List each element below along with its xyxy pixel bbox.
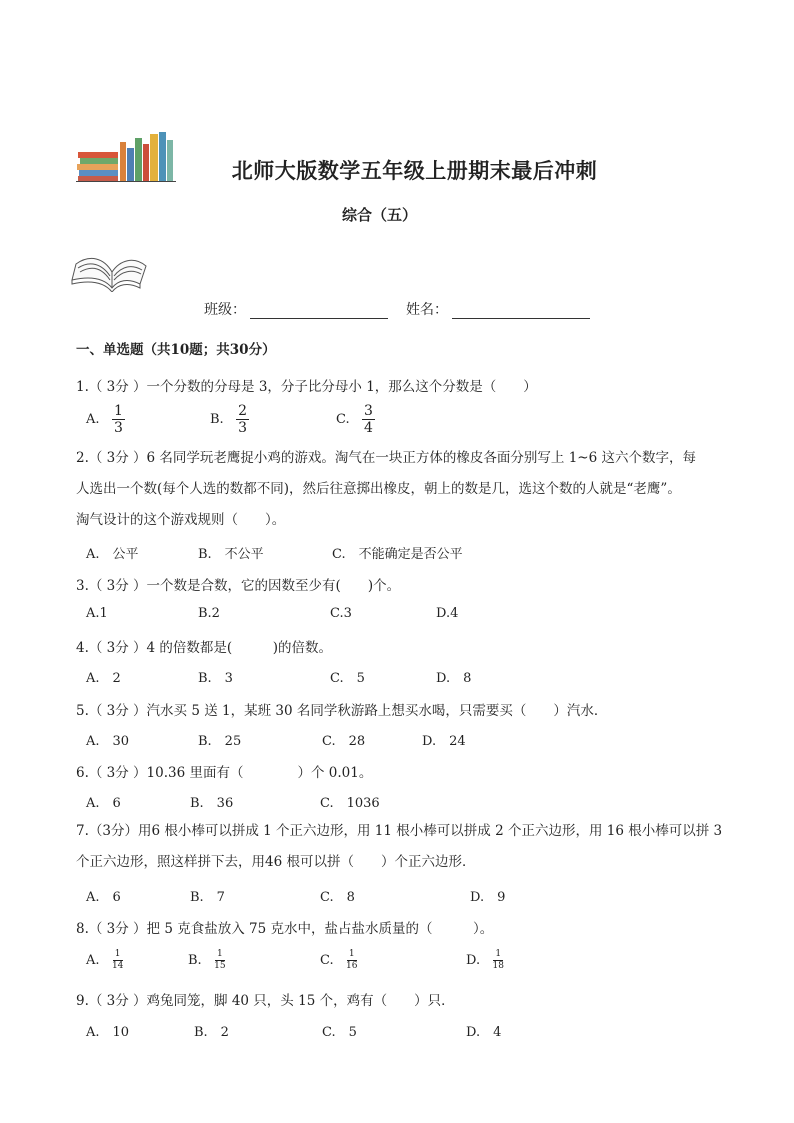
- question-8-option-b: B. $\frac{1}{15}$: [188, 949, 226, 971]
- class-blank-line: [250, 304, 388, 319]
- fraction: $\frac{1}{18}$: [492, 949, 504, 971]
- question-8-option-a: A. $\frac{1}{14}$: [86, 949, 124, 971]
- question-5-option-c: C. 28: [322, 734, 366, 749]
- question-3-option-d: D.4: [436, 606, 459, 621]
- question-6-stem: 6.（ 3分 ）10.36 里面有（ ）个 0.01。: [76, 765, 373, 781]
- fraction: $\frac{1}{3}$: [113, 403, 123, 436]
- question-5-option-b: B. 25: [198, 734, 242, 749]
- question-8-option-d: D. $\frac{1}{18}$: [466, 949, 504, 971]
- class-field: [204, 299, 388, 319]
- question-7-stem: 7.（3分）用6 根小棒可以拼成 1 个正六边形，用 11 根小棒可以拼成 2 个正六边形，用 16 根小棒可以拼 3 个正六边形，照这样拼下去，用46 根可以拼（ ）个正六边形．: [76, 823, 723, 870]
- question-1-option-a: A. $\frac{1}{3}$: [86, 403, 123, 436]
- question-6-option-a: A. 6: [86, 796, 121, 811]
- name-blank-line: [452, 304, 590, 319]
- document-subtitle: 综合（五）: [342, 206, 418, 224]
- section-heading: 一、单选题（共10题；共30分）: [76, 342, 276, 358]
- question-9-option-b: B. 2: [194, 1025, 229, 1040]
- question-1-option-c: C. $\frac{3}{4}$: [336, 403, 373, 436]
- question-3-stem: 3.（ 3分 ）一个数是合数，它的因数至少有( )个。: [76, 578, 401, 594]
- question-7-option-a: A. 6: [86, 890, 121, 905]
- question-6-option-c: C. 1036: [320, 796, 380, 811]
- question-1-stem: 1.（ 3分 ）一个分数的分母是 3，分子比分母小 1，那么这个分数是（ ）: [76, 379, 537, 395]
- question-6-option-b: B. 36: [190, 796, 234, 811]
- question-1-option-b: B. $\frac{2}{3}$: [210, 403, 248, 436]
- question-5-option-a: A. 30: [86, 734, 130, 749]
- class-label: 班级：: [204, 302, 246, 318]
- question-4-option-a: A. 2: [86, 671, 121, 686]
- fraction: $\frac{1}{15}$: [214, 949, 226, 971]
- question-3-option-c: C.3: [330, 606, 352, 621]
- question-4-option-c: C. 5: [330, 671, 365, 686]
- question-7-option-d: D. 9: [470, 890, 506, 905]
- fraction: $\frac{2}{3}$: [238, 403, 248, 436]
- document-title: 北师大版数学五年级上册期末最后冲刺: [231, 158, 598, 183]
- question-2-stem: 2.（ 3分 ）6 名同学玩老鹰捉小鸡的游戏。淘气在一块正方体的橡皮各面分别写上 1~6 这六个数字，每 人选出一个数(每个人选的数都不同)，然后往意掷出橡皮，朝上的数是几，选这个数的人就是“老鹰”。 淘气设计的这个游戏规则（ ）。: [76, 450, 697, 528]
- question-2-option-c: C. 不能确定是否公平: [332, 547, 463, 562]
- question-5-option-d: D. 24: [422, 734, 466, 749]
- question-9-option-c: C. 5: [322, 1025, 357, 1040]
- question-8-stem: 8.（ 3分 ）把 5 克食盐放入 75 克水中，盐占盐水质量的（ ）。: [76, 921, 494, 937]
- question-5-stem: 5.（ 3分 ）汽水买 5 送 1，某班 30 名同学秋游路上想买水喝，只需要买（ ）汽水．: [76, 703, 608, 719]
- question-8-option-c: C. $\frac{1}{16}$: [320, 949, 358, 971]
- name-label: 姓名：: [406, 302, 448, 318]
- fraction: $\frac{1}{14}$: [111, 949, 124, 971]
- question-9-option-a: A. 10: [86, 1025, 130, 1040]
- open-book-icon: [70, 236, 150, 292]
- question-7-option-c: C. 8: [320, 890, 355, 905]
- question-4-stem: 4.（ 3分 ）4 的倍数都是( )的倍数。: [76, 640, 332, 656]
- question-2-option-a: A. 公平: [86, 547, 139, 562]
- name-field: [406, 299, 590, 319]
- question-2-option-b: B. 不公平: [198, 547, 264, 562]
- question-4-option-b: B. 3: [198, 671, 233, 686]
- fraction: $\frac{1}{16}$: [346, 949, 358, 971]
- question-4-option-d: D. 8: [436, 671, 472, 686]
- question-7-option-b: B. 7: [190, 890, 225, 905]
- fraction: $\frac{3}{4}$: [364, 403, 373, 436]
- question-3-option-a: A.1: [86, 606, 108, 621]
- question-9-option-d: D. 4: [466, 1025, 502, 1040]
- question-9-stem: 9.（ 3分 ）鸡兔同笼，脚 40 只，头 15 个，鸡有（ ）只．: [76, 993, 455, 1009]
- question-3-option-b: B.2: [198, 606, 220, 621]
